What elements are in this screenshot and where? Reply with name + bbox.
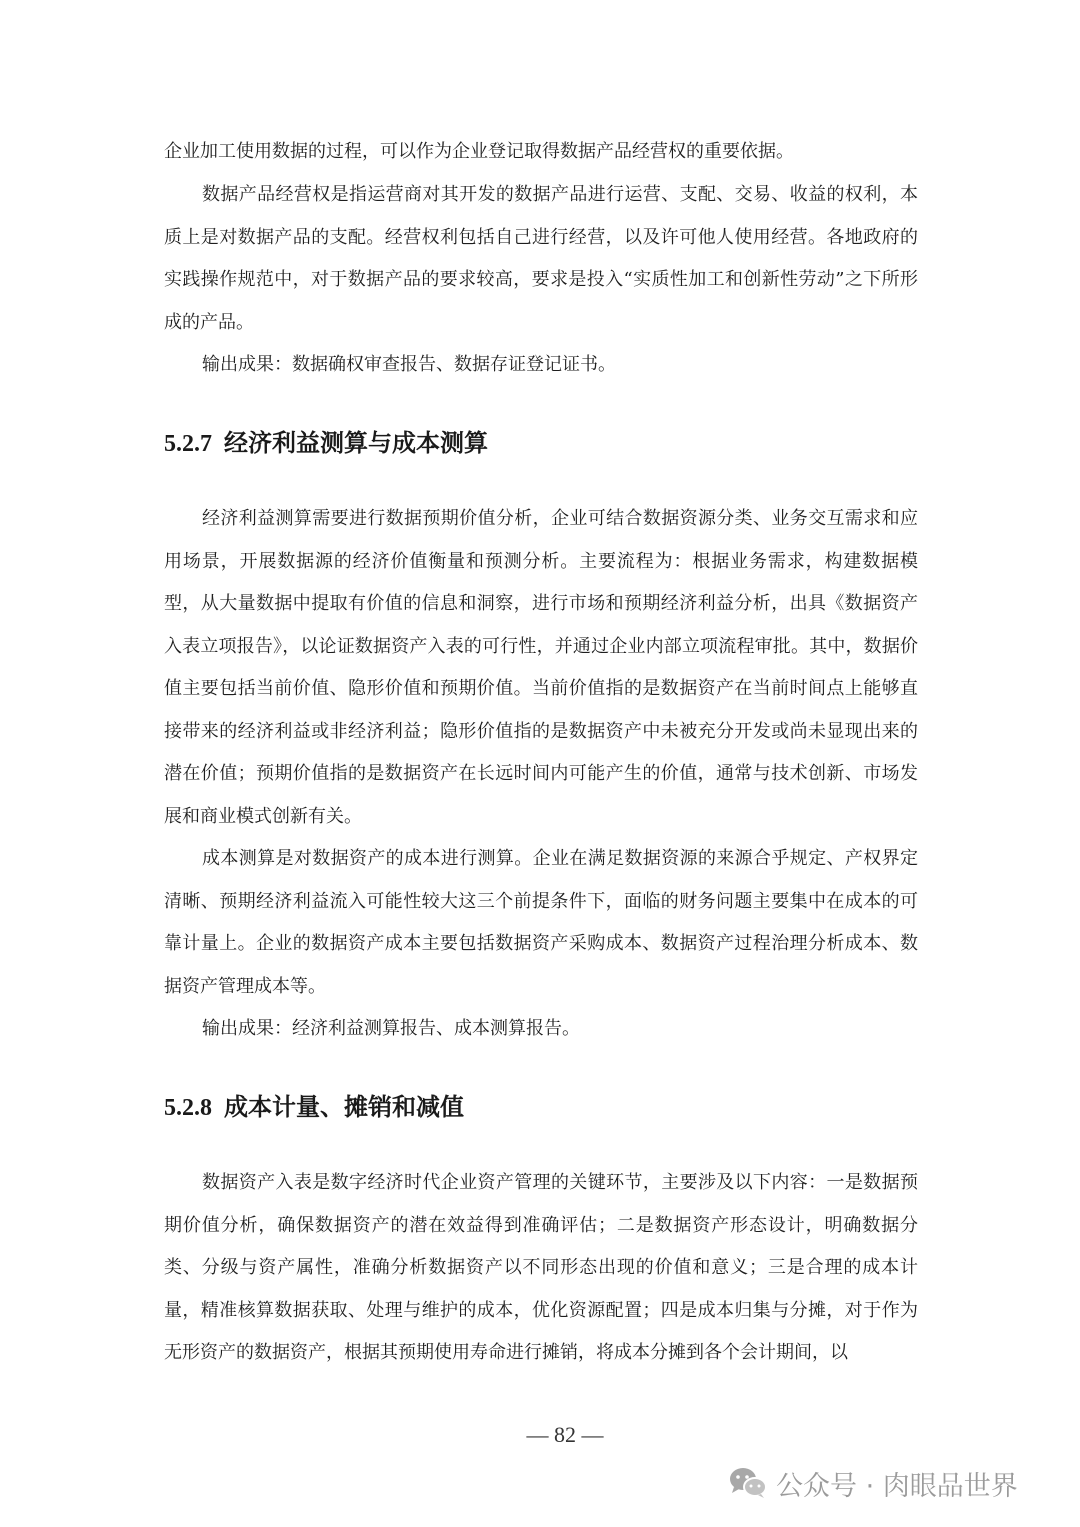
page-number: — 82 — xyxy=(526,1422,604,1447)
wechat-icon xyxy=(728,1466,768,1500)
paragraph-asset-recognition: 数据资产入表是数字经济时代企业资产管理的关键环节，主要涉及以下内容：一是数据预期价值分析，确保数据资产的潜在效益得到准确评估；二是数据资产形态设计，明确数据分类、分级与资产属性，准确分析数据资产以不同形态出现的价值和意义；三是合理的成本计量，精准核算数据获取、处理与维护的成本，优化资源配置；四是成本归集与分摊，对于作为无形资产的数据资产，根据其预期使用寿命进行摊销，将成本分摊到各个会计期间，以 xyxy=(164,1172,918,1363)
section-number: 5.2.7 xyxy=(164,431,212,457)
paragraph-continuation: 企业加工使用数据的过程，可以作为企业登记取得数据产品经营权的重要依据。 xyxy=(164,141,794,162)
section-heading-5-2-7 xyxy=(164,428,488,459)
paragraph-output-benefit-cost: 输出成果：经济利益测算报告、成本测算报告。 xyxy=(202,1018,580,1039)
paragraph-cost-measurement: 成本测算是对数据资产的成本进行测算。企业在满足数据资源的来源合乎规定、产权界定清晰、预期经济利益流入可能性较大这三个前提条件下，面临的财务问题主要集中在成本的可靠计量上。企业的数据资产成本主要包括数据资产采购成本、数据资产过程治理分析成本、数据资产管理成本等。 xyxy=(164,848,918,997)
paragraph-economic-benefit: 经济利益测算需要进行数据预期价值分析，企业可结合数据资源分类、业务交互需求和应用场景，开展数据源的经济价值衡量和预测分析。主要流程为：根据业务需求，构建数据模型，从大量数据中提取有价值的信息和洞察，进行市场和预期经济利益分析，出具《数据资产入表立项报告》，以论证数据资产入表的可行性，并通过企业内部立项流程审批。其中，数据价值主要包括当前价值、隐形价值和预期价值。当前价值指的是数据资产在当前时间点上能够直接带来的经济利益或非经济利益；隐形价值指的是数据资产中未被充分开发或尚未显现出来的潜在价值；预期价值指的是数据资产在长远时间内可能产生的价值，通常与技术创新、市场发展和商业模式创新有关。 xyxy=(164,508,918,827)
paragraph-operating-rights: 数据产品经营权是指运营商对其开发的数据产品进行运营、支配、交易、收益的权利，本质上是对数据产品的支配。经营权利包括自己进行经营，以及许可他人使用经营。各地政府的实践操作规范中，对于数据产品的要求较高，要求是投入“实质性加工和创新性劳动”之下所形成的产品。 xyxy=(164,184,918,333)
watermark-text: 公众号 · 肉眼品世界 xyxy=(776,1470,1018,1502)
section-title: 成本计量、摊销和减值 xyxy=(224,1092,464,1121)
section-heading-5-2-8 xyxy=(164,1092,464,1123)
paragraph-output-confirmation: 输出成果：数据确权审查报告、数据存证登记证书。 xyxy=(202,354,616,375)
section-number: 5.2.8 xyxy=(164,1095,212,1121)
section-title: 经济利益测算与成本测算 xyxy=(224,428,488,457)
watermark xyxy=(728,1464,1018,1502)
